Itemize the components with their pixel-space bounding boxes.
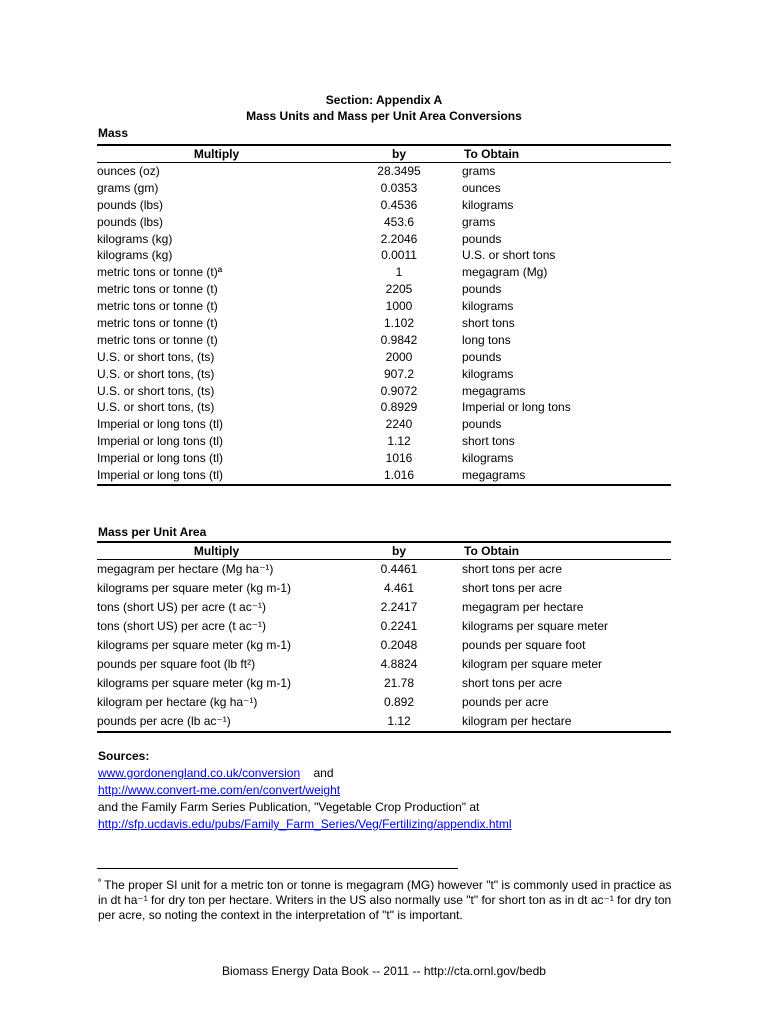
- cell-by: 0.0011: [381, 248, 417, 263]
- cell-to-obtain: kilograms: [462, 299, 514, 314]
- table-row: [97, 560, 671, 580]
- cell-by: 1.102: [383, 315, 415, 330]
- cell-by: 2.2417: [380, 600, 418, 614]
- cell-to-obtain: pounds: [462, 231, 502, 246]
- footnote: [98, 878, 673, 923]
- table-row: [97, 712, 671, 732]
- cell-multiply: ounces (oz): [97, 163, 160, 178]
- cell-multiply: U.S. or short tons, (ts): [97, 400, 215, 415]
- cell-to-obtain: megagram (Mg): [462, 265, 548, 280]
- cell-to-obtain: short tons per acre: [462, 581, 563, 595]
- cell-to-obtain: kilograms: [462, 197, 514, 212]
- footnote-text: The proper SI unit for a metric ton or tonne is megagram (MG) however "t" is commonly used in practice as in dt ha⁻¹ for dry ton per hectare. Writers in the US also normally use "t" for short ton as in dt ac⁻¹ for dry ton per acre, so noting the context in the interpretation of "t" is important.: [98, 878, 672, 922]
- cell-by: 1000: [385, 299, 413, 314]
- table-row: [97, 674, 671, 693]
- cell-to-obtain: U.S. or short tons: [462, 248, 556, 263]
- cell-multiply: tons (short US) per acre (t ac⁻¹): [97, 619, 267, 633]
- cell-by: 0.4461: [380, 562, 418, 576]
- table-row: [97, 298, 671, 315]
- area-heading: Mass per Unit Area: [98, 525, 207, 539]
- cell-by: 1.12: [336, 712, 462, 732]
- cell-by: 907.2: [383, 366, 415, 381]
- sources-line-4: [98, 816, 512, 833]
- table-row: [97, 598, 671, 617]
- cell-by: 0.8929: [380, 400, 418, 415]
- table-row: [97, 264, 671, 281]
- sources-block: [98, 748, 512, 833]
- cell-multiply: kilograms per square meter (kg m-1): [97, 581, 292, 595]
- sources-line-1: [98, 765, 512, 782]
- table-row: [97, 467, 671, 485]
- cell-multiply: kilograms per square meter (kg m-1): [97, 638, 292, 652]
- table-row: [97, 214, 671, 231]
- cell-to-obtain: pounds: [462, 417, 502, 432]
- cell-to-obtain: Imperial or long tons: [462, 400, 571, 415]
- table-row: [97, 399, 671, 416]
- cell-by: 0.9842: [380, 332, 418, 347]
- sources-description: and the Family Farm Series Publication, "Vegetable Crop Production" at: [98, 800, 480, 814]
- cell-by: 0.9072: [380, 383, 418, 398]
- footnote-marker: ª: [98, 877, 101, 886]
- cell-multiply: metric tons or tonne (t): [97, 315, 218, 330]
- cell-by: 0.892: [383, 695, 415, 709]
- cell-multiply: U.S. or short tons, (ts): [97, 366, 215, 381]
- cell-by: 1.016: [336, 467, 462, 485]
- cell-multiply: pounds (lbs): [97, 214, 164, 229]
- mass-heading: Mass: [98, 126, 129, 140]
- cell-to-obtain: long tons: [462, 332, 511, 347]
- cell-to-obtain: grams: [462, 214, 496, 229]
- cell-by: 0.0353: [380, 180, 418, 195]
- source-link-convert-me[interactable]: http://www.convert-me.com/en/convert/weight: [98, 783, 341, 797]
- cell-multiply: tons (short US) per acre (t ac⁻¹): [97, 600, 267, 614]
- cell-multiply: pounds per square foot (lb ft²): [97, 657, 256, 671]
- cell-multiply: U.S. or short tons, (ts): [97, 383, 215, 398]
- table-row: [97, 163, 671, 180]
- area-table-body: [97, 560, 671, 733]
- table-row: [97, 383, 671, 400]
- cell-by: 2205: [385, 282, 413, 297]
- cell-multiply: kilograms per square meter (kg m-1): [97, 676, 292, 690]
- mass-table-body: [97, 163, 671, 485]
- table-row: [97, 180, 671, 197]
- cell-to-obtain: kilograms: [462, 451, 514, 466]
- table-header-row: [97, 542, 671, 560]
- cell-by: 4.461: [383, 581, 415, 595]
- cell-to-obtain: pounds per square foot: [462, 638, 586, 652]
- footnote-divider: [97, 868, 458, 869]
- table-row: [97, 247, 671, 264]
- cell-by: 1.12: [387, 434, 411, 449]
- table-row: [97, 231, 671, 248]
- cell-by: 21.78: [383, 676, 415, 690]
- cell-by: 2000: [385, 349, 413, 364]
- sources-and-text: and: [313, 766, 334, 780]
- cell-to-obtain: megagrams: [462, 383, 526, 398]
- cell-multiply: U.S. or short tons, (ts): [97, 349, 215, 364]
- page-footer: Biomass Energy Data Book -- 2011 -- http://cta.ornl.gov/bedb: [222, 964, 546, 978]
- table-row: [97, 433, 671, 450]
- cell-multiply: metric tons or tonne (t): [97, 299, 218, 314]
- table-row: [97, 332, 671, 349]
- table-row: [97, 655, 671, 674]
- mass-conversion-table: [97, 144, 671, 486]
- column-header-to-obtain: To Obtain: [462, 542, 671, 560]
- table-row: [97, 366, 671, 383]
- table-row: [97, 450, 671, 467]
- cell-by: 0.4536: [380, 197, 418, 212]
- cell-multiply: kilogram per hectare (kg ha⁻¹): [97, 695, 258, 709]
- cell-multiply: kilograms (kg): [97, 231, 173, 246]
- cell-to-obtain: ounces: [462, 180, 501, 195]
- cell-by: 1016: [385, 451, 413, 466]
- table-row: [97, 617, 671, 636]
- cell-to-obtain: megagram per hectare: [462, 600, 584, 614]
- table-row: [97, 315, 671, 332]
- cell-by: 28.3495: [377, 163, 421, 178]
- cell-multiply: metric tons or tonne (t)ª: [97, 265, 223, 280]
- column-header-to-obtain: To Obtain: [462, 145, 671, 163]
- cell-multiply: pounds per acre (lb ac⁻¹): [97, 712, 336, 732]
- cell-to-obtain: grams: [462, 163, 496, 178]
- cell-by: 453.6: [383, 214, 415, 229]
- cell-to-obtain: kilogram per hectare: [462, 712, 671, 732]
- cell-to-obtain: megagrams: [462, 467, 671, 485]
- cell-multiply: grams (gm): [97, 180, 159, 195]
- sources-line-2: [98, 782, 512, 799]
- cell-by: 0.2241: [380, 619, 418, 633]
- column-header-by: by: [336, 542, 462, 560]
- table-row: [97, 636, 671, 655]
- page-title: Mass Units and Mass per Unit Area Conversions: [246, 109, 522, 123]
- cell-to-obtain: kilograms per square meter: [462, 619, 609, 633]
- cell-multiply: kilograms (kg): [97, 248, 173, 263]
- cell-to-obtain: pounds: [462, 282, 502, 297]
- cell-multiply: pounds (lbs): [97, 197, 164, 212]
- table-header-row: [97, 145, 671, 163]
- cell-to-obtain: kilogram per square meter: [462, 657, 603, 671]
- cell-by: 2.2046: [380, 231, 418, 246]
- column-header-multiply: Multiply: [97, 542, 336, 560]
- table-row: [97, 579, 671, 598]
- cell-multiply: Imperial or long tons (tl): [97, 434, 224, 449]
- cell-multiply: metric tons or tonne (t): [97, 282, 218, 297]
- table-row: [97, 349, 671, 366]
- cell-to-obtain: kilograms: [462, 366, 514, 381]
- cell-multiply: Imperial or long tons (tl): [97, 417, 224, 432]
- cell-multiply: Imperial or long tons (tl): [97, 467, 336, 485]
- cell-by: 4.8824: [380, 657, 418, 671]
- table-row: [97, 197, 671, 214]
- cell-by: 1: [395, 265, 403, 280]
- cell-to-obtain: short tons per acre: [462, 676, 563, 690]
- cell-to-obtain: short tons per acre: [462, 562, 563, 576]
- cell-by: 2240: [385, 417, 413, 432]
- table-row: [97, 693, 671, 712]
- area-conversion-table: [97, 541, 671, 733]
- source-link-gordonengland[interactable]: www.gordonengland.co.uk/conversion: [98, 766, 301, 780]
- cell-by: 0.2048: [380, 638, 418, 652]
- cell-to-obtain: pounds: [462, 349, 502, 364]
- table-row: [97, 416, 671, 433]
- cell-multiply: Imperial or long tons (tl): [97, 451, 224, 466]
- cell-multiply: metric tons or tonne (t): [97, 332, 218, 347]
- cell-to-obtain: short tons: [462, 315, 515, 330]
- cell-to-obtain: short tons: [462, 434, 515, 449]
- cell-multiply: megagram per hectare (Mg ha⁻¹): [97, 562, 274, 576]
- section-title: Section: Appendix A: [325, 93, 443, 107]
- column-header-multiply: Multiply: [97, 145, 336, 163]
- column-header-by: by: [336, 145, 462, 163]
- sources-heading: Sources:: [98, 749, 150, 763]
- table-row: [97, 281, 671, 298]
- source-link-ucdavis[interactable]: http://sfp.ucdavis.edu/pubs/Family_Farm_Series/Veg/Fertilizing/appendix.html: [98, 817, 512, 831]
- cell-to-obtain: pounds per acre: [462, 695, 549, 709]
